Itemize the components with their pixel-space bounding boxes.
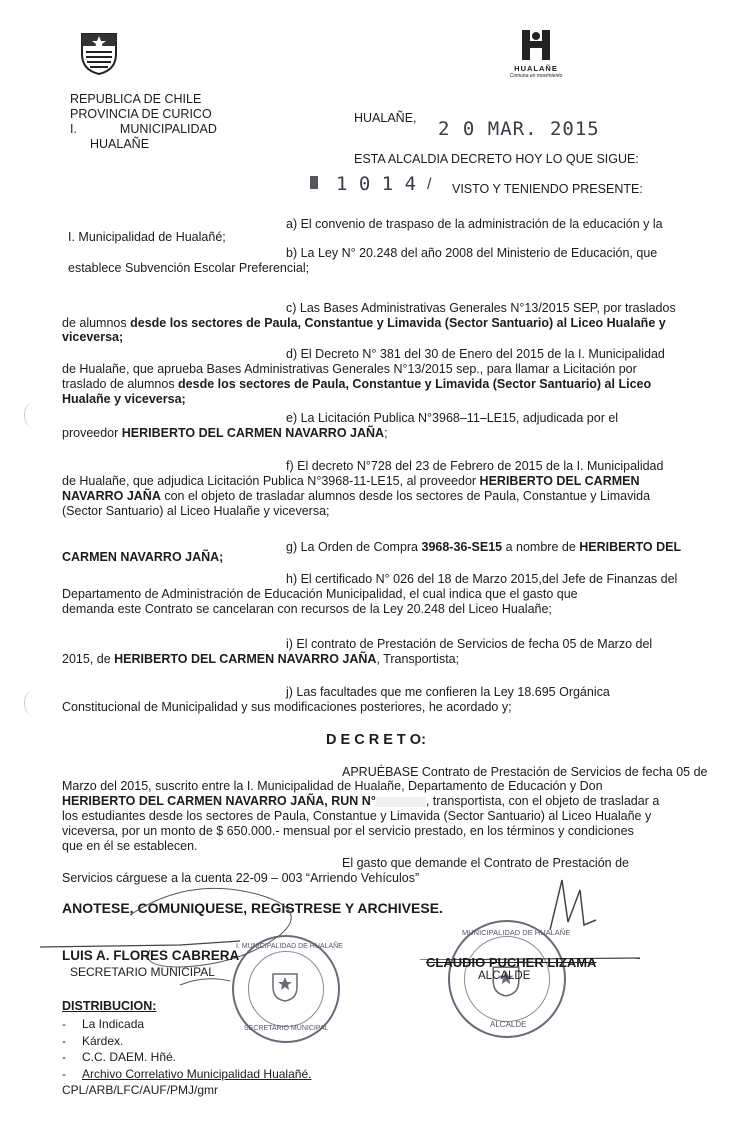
para-d-line2: de Hualañe, que aprueba Bases Administrativas Generales N°13/2015 sep., para llamar a Licitación por <box>62 362 637 376</box>
body1-line6: que en él se establecen. <box>62 839 198 853</box>
para-j-line1: j) Las facultades que me confieren la Ley 18.695 Orgánica <box>286 685 610 699</box>
secretario-name: LUIS A. FLORES CABRERA <box>62 948 240 963</box>
para-c-line2-start: de alumnos <box>62 316 131 330</box>
body1-line5: viceversa, por un monto de $ 650.000.- mensual por el servicio prestado, en los términos y condiciones <box>62 824 634 838</box>
para-e-provider: HERIBERTO DEL CARMEN NAVARRO JAÑA <box>121 426 385 440</box>
closing-formula: ANOTESE, COMUNIQUESE, REGISTRESE Y ARCHIVESE. <box>62 900 443 916</box>
para-g-order: 3968-36-SE15 <box>421 540 503 554</box>
chile-crest-icon <box>78 30 120 76</box>
header-municipality: MUNICIPALIDAD <box>119 122 217 136</box>
secretario-title: SECRETARIO MUNICIPAL <box>70 965 215 979</box>
body1-line4: los estudiantes desde los sectores de Paula, Constantue y Limavida (Sector Santuario) al Liceo Hualañe y <box>62 809 652 823</box>
para-c-line1: c) Las Bases Administrativas Generales N°13/2015 SEP, por traslados <box>286 301 676 315</box>
list-item: - Kárdex. <box>62 1033 382 1050</box>
para-d-line1: d) El Decreto N° 381 del 30 de Enero del 2015 de la I. Municipalidad <box>286 347 665 361</box>
header-commune: HUALAÑE <box>90 137 150 151</box>
header-province: PROVINCIA DE CURICO <box>70 107 212 121</box>
body1-line3-rest: , transportista, con el objeto de trasladar a <box>425 794 660 808</box>
logo-tagline: Comuna en movimiento <box>509 73 563 79</box>
stamp-left-top-text: I. MUNICIPALIDAD DE HUALAÑE <box>236 943 343 950</box>
para-g-line1-start: g) La Orden de Compra <box>286 540 422 554</box>
header-country: REPUBLICA DE CHILE <box>70 92 202 106</box>
body1-line1: APRUÉBASE Contrato de Prestación de Servicios de fecha 05 de <box>342 765 708 779</box>
header-left <box>70 92 270 152</box>
para-i-provider: HERIBERTO DEL CARMEN NAVARRO JAÑA <box>114 652 377 666</box>
para-f-line2-start: de Hualañe, que adjudica Licitación Publica N°3968-11-LE15, al proveedor <box>62 474 480 488</box>
date-stamp: 2 0 MAR. 2015 <box>438 118 600 140</box>
distribution-title: DISTRIBUCION: <box>62 999 157 1013</box>
para-f-line1: f) El decreto N°728 del 23 de Febrero de 2015 de la I. Municipalidad <box>286 459 664 473</box>
alcalde-title: ALCALDE <box>478 970 531 982</box>
para-b-line1: b) La Ley N° 20.248 del año 2008 del Ministerio de Educación, que <box>286 246 658 260</box>
para-g-line1-bold: HERIBERTO DEL <box>579 540 682 554</box>
para-f-line3-rest: con el objeto de trasladar alumnos desde los sectores de Paula, Constantue y Limavida <box>160 489 651 503</box>
para-a-line1: a) El convenio de traspaso de la administración de la educación y la <box>286 217 663 231</box>
visto-heading: VISTO Y TENIENDO PRESENTE: <box>452 182 643 196</box>
decreto-title: D E C R E T O: <box>326 732 426 748</box>
para-i-line1: i) El contrato de Prestación de Servicios de fecha 05 de Marzo del <box>286 637 653 651</box>
para-c-line2-bold: desde los sectores de Paula, Constantue y Limavida (Sector Santuario) al Liceo Hualañe y <box>130 316 666 330</box>
list-item: - La Indicada <box>62 1016 382 1033</box>
logo-name: HUALAÑE <box>514 64 558 73</box>
decree-intro: ESTA ALCALDIA DECRETO HOY LO QUE SIGUE: <box>354 152 639 166</box>
para-g-line2: CARMEN NAVARRO JAÑA; <box>62 550 224 564</box>
list-item: - Archivo Correlativo Municipalidad Hualañé. <box>62 1066 382 1083</box>
para-f-line2-bold: HERIBERTO DEL CARMEN <box>479 474 640 488</box>
list-item: - C.C. DAEM. Hñé. <box>62 1049 382 1066</box>
para-a-line2: I. Municipalidad de Hualañé; <box>68 230 226 244</box>
body2-line2: Servicios cárguese a la cuenta 22-09 – 003 “Arriendo Vehículos” <box>62 871 420 885</box>
para-e-line2-start: proveedor <box>62 426 122 440</box>
para-g-line1-mid: a nombre de <box>502 540 580 554</box>
punch-hole-mark-bottom-icon <box>24 690 43 716</box>
hualane-logo <box>506 28 566 90</box>
para-h-line3: demanda este Contrato se cancelaran con recursos de la Ley 20.248 del Liceo Hualañe; <box>62 602 552 616</box>
stamp-left-bottom-text: SECRETARIO MUNICIPAL <box>244 1025 329 1032</box>
para-b-line2: establece Subvención Escolar Preferencial; <box>68 261 310 275</box>
distribution-list <box>62 1016 382 1082</box>
redacted-run <box>376 797 426 807</box>
body2-line1: El gasto que demande el Contrato de Prestación de <box>342 856 629 870</box>
decree-number-mark-icon <box>310 176 318 189</box>
stamp-right-top-text: MUNICIPALIDAD DE HUALAÑE <box>462 928 571 937</box>
alcalde-name: CLAUDIO PUCHER LIZAMA <box>426 955 597 970</box>
para-h-line2: Departamento de Administración de Educación Municipalidad, el cual indica que el gasto que <box>62 587 578 601</box>
place: HUALAÑE, <box>354 111 417 125</box>
header-prefix: I. <box>70 122 77 136</box>
body1-line2: Marzo del 2015, suscrito entre la I. Municipalidad de Hualañe, Departamento de Educación y Don <box>62 779 603 793</box>
alcalde-signature-icon <box>420 870 650 960</box>
body1-line3-bold: HERIBERTO DEL CARMEN NAVARRO JAÑA, RUN N° <box>62 794 376 808</box>
punch-hole-mark-top-icon <box>24 402 43 428</box>
para-i-line2-end: , Transportista; <box>376 652 460 666</box>
para-d-line3-bold: desde los sectores de Paula, Constantue y Limavida (Sector Santuario) al Liceo <box>178 377 652 391</box>
para-e-line2-end: ; <box>384 426 388 440</box>
para-e-line1: e) La Licitación Publica N°3968–11–LE15, adjudicada por el <box>286 411 619 425</box>
para-h-line1: h) El certificado N° 026 del 18 de Marzo 2015,del Jefe de Finanzas del <box>286 572 678 586</box>
para-j-line2: Constitucional de Municipalidad y sus modificaciones posteriores, he acordado y; <box>62 700 512 714</box>
para-c-line3: viceversa; <box>62 330 124 344</box>
para-d-line3-start: traslado de alumnos <box>62 377 179 391</box>
para-f-line4: (Sector Santuario) al Liceo Hualañe y viceversa; <box>62 504 330 518</box>
distribution-initials: CPL/ARB/LFC/AUF/PMJ/gmr <box>62 1083 219 1097</box>
decree-number: 1 0 1 4 <box>336 173 417 195</box>
para-i-line2-start: 2015, de <box>62 652 115 666</box>
stamp-right-bottom-text: ALCALDE <box>490 1020 527 1029</box>
para-d-line4: Hualañe y viceversa; <box>62 392 186 406</box>
hualane-logo-icon <box>520 28 552 62</box>
para-f-line3-bold: NAVARRO JAÑA <box>62 489 161 503</box>
